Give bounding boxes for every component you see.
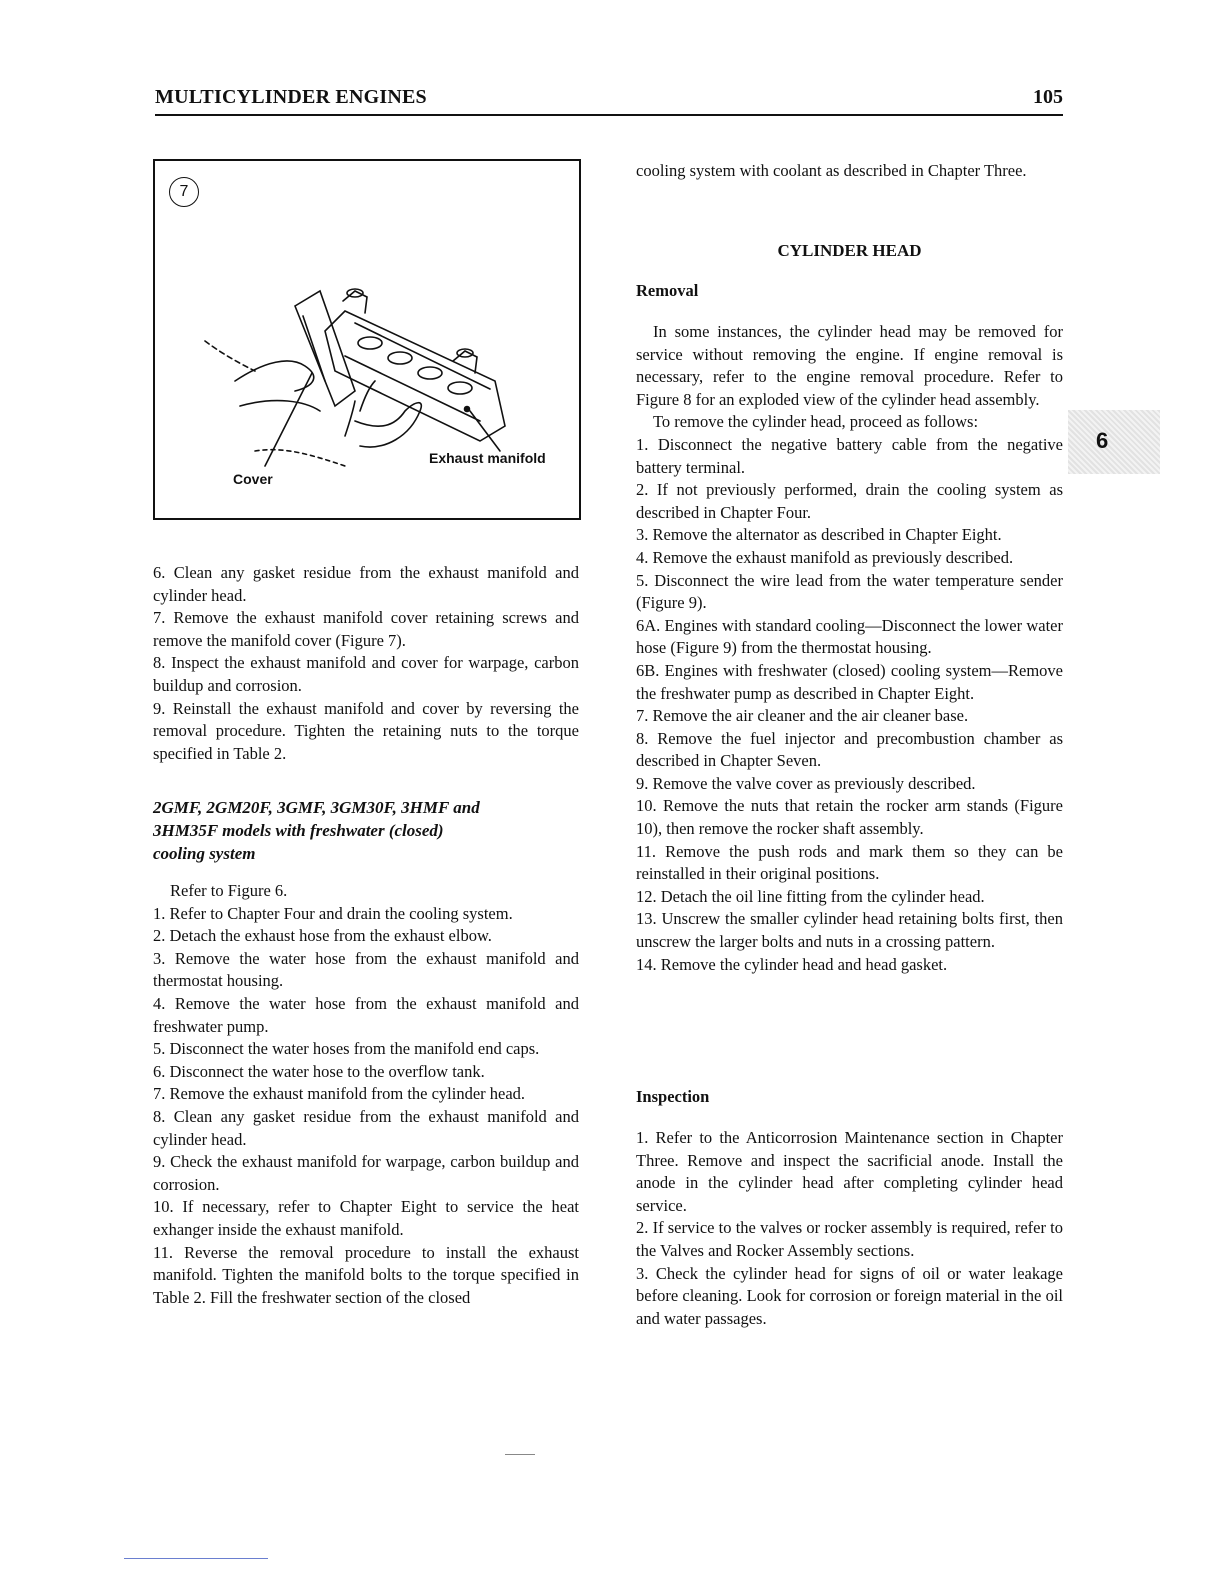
list-item: 7. Remove the exhaust manifold cover retaining screws and remove the manifold cover (Figure 7).	[153, 608, 579, 650]
list-item: 6. Disconnect the water hose to the overflow tank.	[153, 1061, 485, 1081]
list-item: 9. Check the exhaust manifold for warpage, carbon buildup and corrosion.	[153, 1152, 579, 1194]
list-item: 9. Reinstall the exhaust manifold and cover by reversing the removal procedure. Tighten the retaining nuts to the torque specified in Table 2.	[153, 698, 579, 763]
removal-heading: Removal	[636, 281, 699, 300]
page-header	[155, 86, 1063, 116]
list-item: 6. Clean any gasket residue from the exhaust manifold and cylinder head.	[153, 563, 579, 605]
left-steps-a	[153, 562, 579, 765]
left-steps-b	[153, 880, 579, 1309]
footer-rule	[124, 1558, 268, 1559]
list-item: 3. Check the cylinder head for signs of oil or water leakage before cleaning. Look for corrosion or foreign material in the oil and water passages.	[636, 1263, 1063, 1328]
divider	[505, 1454, 535, 1455]
removal-intro: In some instances, the cylinder head may be removed for service without removing the engine. If engine removal is necessary, refer to the engine removal procedure. Refer to Figure 8 for an exploded view of the cylinder head assembly.	[636, 322, 1063, 409]
list-item: 2. Detach the exhaust hose from the exhaust elbow.	[153, 926, 492, 946]
heading-line: 2GMF, 2GM20F, 3GMF, 3GM30F, 3HMF and	[153, 798, 480, 817]
list-item: 11. Reverse the removal procedure to install the exhaust manifold. Tighten the manifold bolts to the torque specified in Table 2. Fill the freshwater section of the closed	[153, 1242, 579, 1307]
label-exhaust-manifold: Exhaust manifold	[429, 450, 546, 466]
list-item: 14. Remove the cylinder head and head gasket.	[636, 954, 948, 974]
chapter-number: 6	[1096, 428, 1109, 453]
removal-body	[636, 321, 1063, 976]
list-item: 5. Disconnect the water hoses from the manifold end caps.	[153, 1039, 540, 1059]
list-item: 8. Inspect the exhaust manifold and cover for warpage, carbon buildup and corrosion.	[153, 653, 579, 695]
list-item: 6B. Engines with freshwater (closed) cooling system—Remove the freshwater pump as described in Chapter Eight.	[636, 660, 1063, 703]
list-item: 6A. Engines with standard cooling—Disconnect the lower water hose (Figure 9) from the thermostat housing.	[636, 615, 1063, 658]
list-item: 3. Remove the alternator as described in Chapter Eight.	[636, 525, 1002, 545]
section-title: CYLINDER HEAD	[777, 241, 922, 260]
label-cover: Cover	[233, 471, 273, 487]
list-item: 1. Refer to the Anticorrosion Maintenance section in Chapter Three. Remove and inspect the sacrificial anode. Install the anode in the cylinder head after completing cylinder head service.	[636, 1128, 1063, 1215]
page-number: 105	[1033, 86, 1063, 108]
list-item: 1. Refer to Chapter Four and drain the cooling system.	[153, 903, 513, 923]
refer-figure-6: Refer to Figure 6.	[170, 881, 288, 900]
list-item: 3. Remove the water hose from the exhaust manifold and thermostat housing.	[153, 948, 579, 991]
heading-line: cooling system	[153, 844, 256, 863]
list-item: 4. Remove the exhaust manifold as previously described.	[636, 547, 1014, 567]
figure-7	[153, 159, 581, 520]
list-item: 11. Remove the push rods and mark them so they can be reinstalled in their original positions.	[636, 841, 1063, 884]
removal-lead: To remove the cylinder head, proceed as follows:	[653, 412, 979, 432]
running-title: MULTICYLINDER ENGINES	[155, 86, 427, 108]
list-item: 7. Remove the air cleaner and the air cleaner base.	[636, 706, 969, 726]
list-item: 4. Remove the water hose from the exhaust manifold and freshwater pump.	[153, 993, 579, 1036]
list-item: 13. Unscrew the smaller cylinder head retaining bolts first, then unscrew the larger bolts and nuts in a crossing pattern.	[636, 909, 1063, 952]
list-item: 10. Remove the nuts that retain the rocker arm stands (Figure 10), then remove the rocker shaft assembly.	[636, 796, 1063, 839]
list-item: 1. Disconnect the negative battery cable from the negative battery terminal.	[636, 434, 1063, 477]
list-item: 9. Remove the valve cover as previously described.	[636, 773, 976, 793]
heading-line: 3HM35F models with freshwater (closed)	[153, 821, 444, 840]
inspection-body	[636, 1127, 1063, 1330]
list-item: 8. Remove the fuel injector and precombustion chamber as described in Chapter Seven.	[636, 728, 1063, 771]
list-item: 2. If not previously performed, drain the cooling system as described in Chapter Four.	[636, 480, 1063, 522]
figure-number: 7	[169, 177, 199, 207]
continuation-text: cooling system with coolant as described in Chapter Three.	[636, 161, 1027, 180]
freshwater-models-heading	[153, 796, 579, 865]
right-continuation	[636, 160, 1063, 183]
list-item: 12. Detach the oil line fitting from the cylinder head.	[636, 886, 985, 906]
chapter-tab	[1068, 410, 1160, 474]
list-item: 10. If necessary, refer to Chapter Eight to service the heat exhanger inside the exhaust manifold.	[153, 1197, 579, 1239]
inspection-heading: Inspection	[636, 1087, 710, 1106]
list-item: 2. If service to the valves or rocker assembly is required, refer to the Valves and Rocker Assembly sections.	[636, 1218, 1063, 1260]
list-item: 7. Remove the exhaust manifold from the cylinder head.	[153, 1084, 526, 1104]
list-item: 5. Disconnect the wire lead from the water temperature sender (Figure 9).	[636, 570, 1063, 613]
list-item: 8. Clean any gasket residue from the exhaust manifold and cylinder head.	[153, 1106, 579, 1149]
